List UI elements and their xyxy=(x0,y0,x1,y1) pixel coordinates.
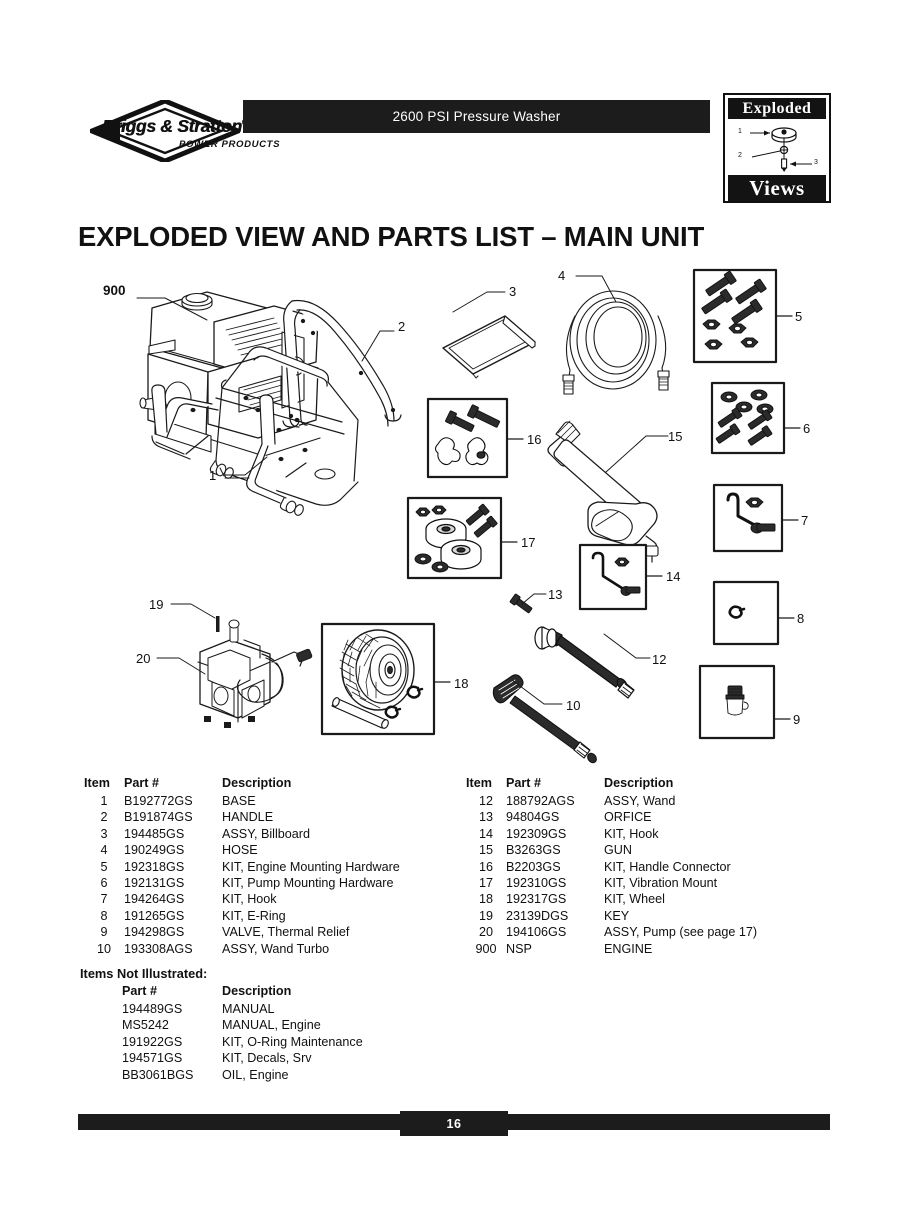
cell-item: 8 xyxy=(100,908,108,923)
cell-part: 193308AGS xyxy=(124,941,193,956)
cell-part: 194571GS xyxy=(122,1051,183,1066)
key-illustration xyxy=(171,604,220,632)
callout-18: 18 xyxy=(454,676,469,691)
table-row xyxy=(122,1035,363,1051)
hose-illustration xyxy=(563,276,669,394)
cell-description: MANUAL xyxy=(222,1002,275,1016)
cell-part: 192318GS xyxy=(124,859,185,874)
callout-4: 4 xyxy=(558,268,566,283)
page-title: EXPLODED VIEW AND PARTS LIST – MAIN UNIT xyxy=(78,221,705,252)
cell-description: KIT, Pump Mounting Hardware xyxy=(222,875,394,890)
callout-9: 9 xyxy=(793,712,801,727)
cell-item: 900 xyxy=(475,941,497,956)
cell-description: ENGINE xyxy=(604,941,653,956)
cell-description: OIL, Engine xyxy=(222,1067,289,1082)
cell-part: 188792AGS xyxy=(506,794,575,808)
box-7-hook xyxy=(714,485,798,551)
cell-part: MS5242 xyxy=(122,1018,169,1033)
wand-turbo-illustration xyxy=(493,675,598,765)
cell-part: 190249GS xyxy=(124,843,185,858)
exploded-view-diagram xyxy=(0,258,906,768)
cell-description: VALVE, Thermal Relief xyxy=(222,925,350,940)
badge-diagram-icon xyxy=(728,119,828,175)
callout-12: 12 xyxy=(652,652,667,667)
cell-item: 18 xyxy=(478,892,493,907)
page-header xyxy=(0,92,906,207)
cell-part: NSP xyxy=(506,941,532,956)
table-row xyxy=(466,794,757,810)
callout-16: 16 xyxy=(527,432,542,447)
header-item: Item xyxy=(84,776,110,790)
parts-table-right xyxy=(466,776,757,958)
callout-13: 13 xyxy=(548,587,563,602)
cell-description: KIT, O-Ring Maintenance xyxy=(222,1034,363,1049)
cell-description: KIT, Wheel xyxy=(604,892,665,907)
cell-part: B191874GS xyxy=(124,810,193,825)
cell-part: 194489GS xyxy=(122,1002,183,1016)
model-title-bar xyxy=(243,100,710,133)
cell-item: 5 xyxy=(100,859,108,874)
parts-table-left xyxy=(84,776,400,958)
cell-part: 94804GS xyxy=(506,810,560,825)
table-row xyxy=(466,942,757,958)
table-row xyxy=(84,860,400,876)
cell-description: KIT, Hook xyxy=(222,892,277,907)
cell-part: 192131GS xyxy=(124,875,185,890)
table-row xyxy=(466,843,757,859)
cell-part: 192317GS xyxy=(506,892,567,907)
cell-item: 6 xyxy=(100,875,108,890)
cell-part: B192772GS xyxy=(124,794,193,808)
callout-6: 6 xyxy=(803,421,811,436)
footer-bar-left xyxy=(78,1114,400,1130)
header-item: Item xyxy=(466,776,492,790)
cell-part: 194264GS xyxy=(124,892,185,907)
billboard-illustration xyxy=(443,292,535,378)
header-part: Part # xyxy=(124,776,160,790)
box-8-e-ring xyxy=(714,582,794,644)
cell-part: BB3061BGS xyxy=(122,1067,194,1082)
cell-item: 20 xyxy=(478,925,493,940)
page-number: 16 xyxy=(446,1116,462,1131)
box-16-handle-connector xyxy=(428,399,523,477)
box-9-thermal-relief-valve xyxy=(700,666,790,738)
cell-description: KIT, Vibration Mount xyxy=(604,875,718,890)
table-header-row xyxy=(466,776,757,794)
cell-part: 192309GS xyxy=(506,826,567,841)
table-row xyxy=(466,860,757,876)
cell-item: 16 xyxy=(478,859,493,874)
callout-10: 10 xyxy=(566,698,581,713)
callout-900: 900 xyxy=(103,283,126,298)
gun-illustration xyxy=(548,421,668,562)
box-17-vibration-mount xyxy=(408,498,517,578)
header-description: Description xyxy=(222,776,292,790)
table-row xyxy=(466,876,757,892)
callout-7: 7 xyxy=(801,513,809,528)
cell-item: 7 xyxy=(100,892,108,907)
table-row xyxy=(466,810,757,826)
cell-description: MANUAL, Engine xyxy=(222,1018,321,1033)
cell-item: 15 xyxy=(478,843,493,858)
box-5-engine-hardware xyxy=(694,270,792,362)
cell-part: 191922GS xyxy=(122,1034,183,1049)
table-row xyxy=(84,794,400,810)
cell-description: HOSE xyxy=(222,843,258,858)
badge-callout-3: 3 xyxy=(814,159,818,166)
box-6-pump-hardware xyxy=(712,383,800,453)
table-row xyxy=(122,1068,363,1084)
callout-2: 2 xyxy=(398,319,406,334)
model-title: 2600 PSI Pressure Washer xyxy=(392,109,561,124)
callout-14: 14 xyxy=(666,569,681,584)
cell-item: 1 xyxy=(100,794,108,808)
cell-item: 10 xyxy=(96,941,111,956)
table-row xyxy=(466,909,757,925)
cell-description: KIT, Handle Connector xyxy=(604,859,731,874)
table-header-row xyxy=(122,984,363,1002)
cell-part: B2203GS xyxy=(506,859,561,874)
callout-3: 3 xyxy=(509,284,517,299)
cell-item: 13 xyxy=(478,810,493,825)
cell-description: ASSY, Billboard xyxy=(222,826,310,841)
table-row xyxy=(84,843,400,859)
cell-part: 191265GS xyxy=(124,908,185,923)
table-row xyxy=(84,909,400,925)
cell-item: 14 xyxy=(478,826,493,841)
cell-description: ASSY, Pump (see page 17) xyxy=(604,925,758,940)
cell-description: KIT, Hook xyxy=(604,826,659,841)
orfice-illustration xyxy=(510,594,546,615)
cell-part: 194106GS xyxy=(506,925,567,940)
table-row xyxy=(466,892,757,908)
table-row xyxy=(84,876,400,892)
callout-17: 17 xyxy=(521,535,536,550)
table-row xyxy=(84,942,400,958)
header-description: Description xyxy=(222,984,292,998)
badge-callout-2: 2 xyxy=(738,152,742,159)
cell-item: 2 xyxy=(100,810,108,825)
table-row xyxy=(466,925,757,941)
cell-part: 23139DGS xyxy=(506,908,569,923)
badge-top-label: Exploded xyxy=(728,98,826,119)
table-row xyxy=(122,1018,363,1034)
cell-item: 3 xyxy=(100,826,108,841)
callout-15: 15 xyxy=(668,429,683,444)
cell-description: KIT, Decals, Srv xyxy=(222,1051,312,1066)
header-description: Description xyxy=(604,776,674,790)
diagram-artwork xyxy=(0,258,906,768)
logo-wordmark: Briggs & Stratton xyxy=(102,116,254,137)
cell-item: 9 xyxy=(100,925,108,940)
cell-description: GUN xyxy=(604,843,632,858)
cell-item: 17 xyxy=(478,875,493,890)
cell-description: KIT, Engine Mounting Hardware xyxy=(222,859,400,874)
briggs-stratton-logo xyxy=(82,98,281,164)
cell-part: 194298GS xyxy=(124,925,185,940)
table-row xyxy=(466,827,757,843)
header-part: Part # xyxy=(122,984,158,998)
wand-illustration xyxy=(535,627,650,698)
cell-description: BASE xyxy=(222,794,256,808)
cell-description: ORFICE xyxy=(604,810,652,825)
cell-item: 12 xyxy=(478,794,493,808)
cell-description: KIT, E-Ring xyxy=(222,908,286,923)
callout-20: 20 xyxy=(136,651,151,666)
table-row xyxy=(122,1002,363,1018)
cell-description: ASSY, Wand xyxy=(604,794,676,808)
pump-illustration xyxy=(157,620,312,728)
header-part: Part # xyxy=(506,776,542,790)
cell-description: HANDLE xyxy=(222,810,274,825)
cell-part: 192310GS xyxy=(506,875,567,890)
table-row xyxy=(84,925,400,941)
page-number-tab xyxy=(400,1111,508,1136)
table-row xyxy=(84,827,400,843)
items-not-illustrated-title: Items Not Illustrated: xyxy=(80,966,208,981)
logo-tagline: POWER PRODUCTS xyxy=(179,139,281,150)
items-not-illustrated-table xyxy=(122,984,363,1084)
cell-item: 19 xyxy=(478,908,493,923)
callout-5: 5 xyxy=(795,309,803,324)
cell-description: KEY xyxy=(604,908,630,923)
cell-part: B3263GS xyxy=(506,843,561,858)
page-footer xyxy=(78,1111,830,1139)
badge-callout-1: 1 xyxy=(738,128,742,135)
table-header-row xyxy=(84,776,400,794)
badge-bottom-label: Views xyxy=(728,175,826,201)
cell-part: 194485GS xyxy=(124,826,185,841)
callout-8: 8 xyxy=(797,611,805,626)
table-row xyxy=(84,892,400,908)
callout-19: 19 xyxy=(149,597,164,612)
cell-item: 4 xyxy=(100,843,108,858)
exploded-views-badge xyxy=(723,93,831,203)
table-row xyxy=(84,810,400,826)
box-18-wheel-kit xyxy=(322,624,450,734)
callout-1: 1 xyxy=(209,468,217,483)
badge-illustration xyxy=(728,119,826,175)
footer-bar-right xyxy=(508,1114,830,1130)
table-row xyxy=(122,1051,363,1067)
cell-description: ASSY, Wand Turbo xyxy=(222,941,330,956)
